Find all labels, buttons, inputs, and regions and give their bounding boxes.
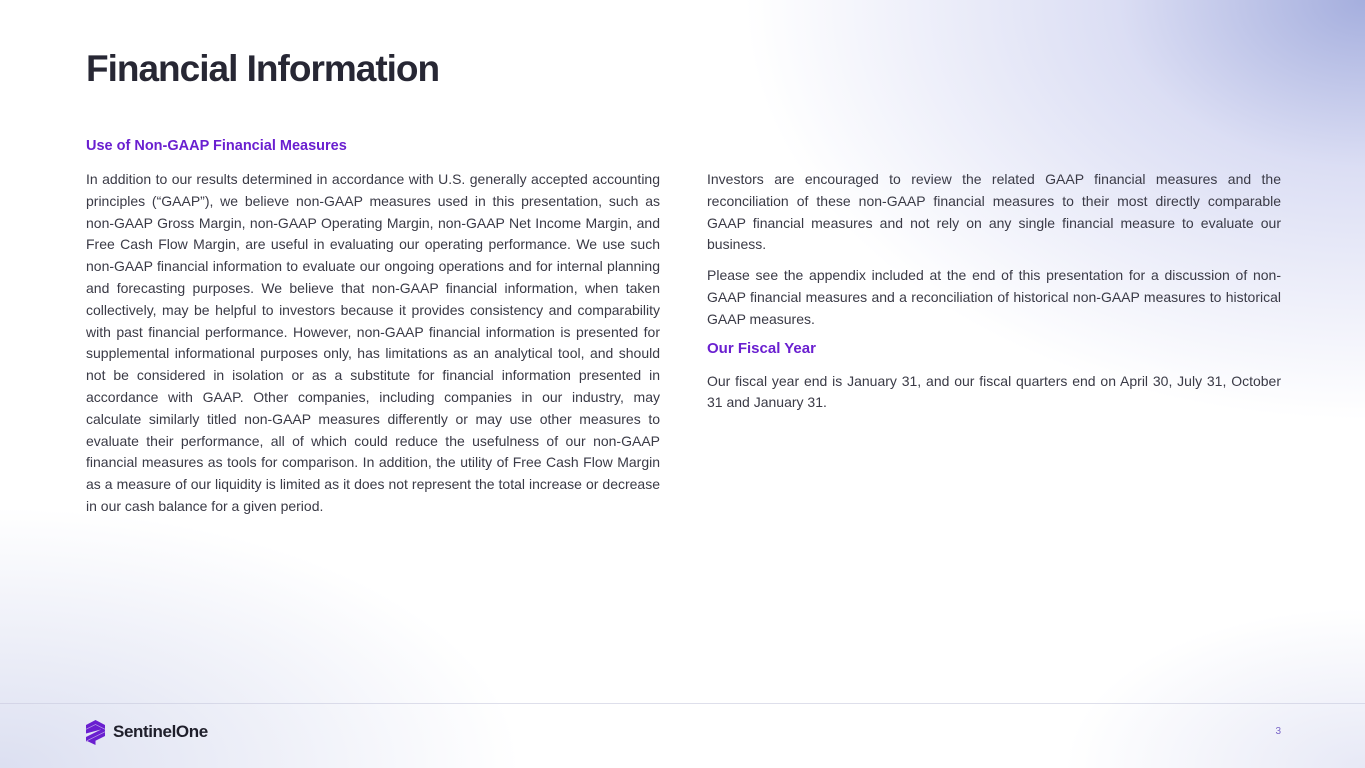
fiscal-year-paragraph: Our fiscal year end is January 31, and our fiscal quarters end on April 30, July 31, October 31 and January 31.: [707, 372, 1281, 411]
page-title: Financial Information: [86, 48, 440, 89]
fiscal-year-heading: Our Fiscal Year: [707, 339, 816, 357]
sentinelone-logo-icon: [85, 720, 106, 745]
non-gaap-heading: Use of Non-GAAP Financial Measures: [86, 138, 347, 154]
page-number: 3: [1275, 726, 1281, 737]
right-column: [707, 169, 1281, 414]
appendix-paragraph: Please see the appendix included at the end of this presentation for a discussion of non-GAAP financial measures and a reconciliation of historical non-GAAP measures to historical GAAP measures.: [707, 267, 1281, 327]
left-column: [86, 137, 660, 518]
logo-text: SentinelOne: [113, 722, 208, 741]
non-gaap-paragraph: In addition to our results determined in accordance with U.S. generally accepted accounting principles (“GAAP”), we believe non-GAAP measures used in this presentation, such as non-GAAP Gross Margin, non-GAAP Operating Margin, non-GAAP Net Income Margin, and Free Cash Flow Margin, are useful in evaluating our operating performance. We use such non-GAAP financial information to evaluate our ongoing operations and for internal planning and forecasting purposes. We believe that non-GAAP financial information, when taken collectively, may be helpful to investors because it provides consistency and comparability with past financial performance. However, non-GAAP financial information is presented for supplemental informational purposes only, has limitations as an analytical tool, and should not be considered in isolation or as a substitute for financial information presented in accordance with GAAP. Other companies, including companies in our industry, may calculate similarly titled non-GAAP measures differently or may use other measures to evaluate their performance, all of which could reduce the usefulness of our non-GAAP financial measures as tools for comparison. In addition, the utility of Free Cash Flow Margin as a measure of our liquidity is limited as it does not represent the total increase or decrease in our cash balance for a given period.: [86, 171, 660, 514]
footer-logo: [85, 719, 208, 745]
footer-divider: [0, 703, 1365, 704]
investors-paragraph: Investors are encouraged to review the related GAAP financial measures and the reconciliation of these non-GAAP financial measures to their most directly comparable GAAP financial measures and not rely on any single financial measure to evaluate our business.: [707, 171, 1281, 253]
